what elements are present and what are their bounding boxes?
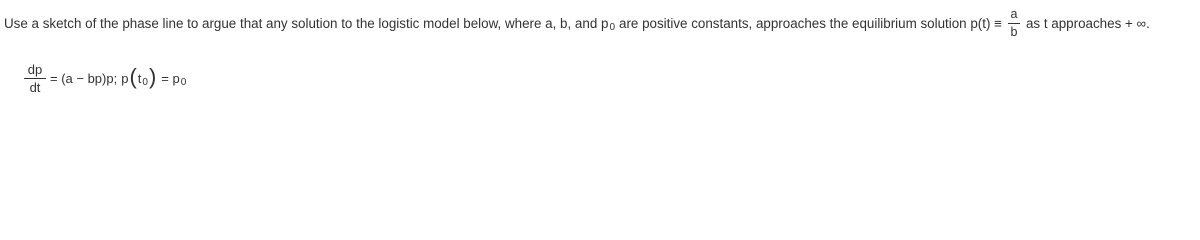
fraction-numerator: a — [1010, 7, 1018, 21]
right-paren: ) — [148, 64, 157, 89]
initial-condition-t: t — [137, 70, 142, 86]
t-subscript: 0 — [142, 76, 148, 88]
fraction-bar — [1008, 23, 1020, 24]
derivative-numerator: dp — [27, 61, 43, 77]
initial-condition-value: = p — [161, 70, 180, 86]
problem-text-middle: are positive constants, approaches the equilibrium solution p(t) ≡ — [619, 15, 1002, 31]
logistic-equation — [24, 58, 186, 98]
p-subscript: 0 — [609, 21, 616, 33]
problem-text-intro: Use a sketch of the phase line to argue that any solution to the logistic model below, where a, b, and p — [4, 15, 609, 31]
derivative-bar — [24, 78, 46, 79]
fraction-denominator: b — [1010, 24, 1018, 39]
problem-statement — [4, 6, 1196, 40]
equilibrium-fraction — [1008, 7, 1020, 39]
derivative-denominator: dt — [29, 79, 41, 95]
equation-rhs: = (a − bp)p; — [50, 70, 118, 86]
p0-subscript: 0 — [180, 76, 187, 88]
left-paren: ( — [129, 64, 137, 89]
initial-condition-p: p — [121, 70, 129, 86]
derivative-fraction — [24, 62, 46, 95]
problem-text-end: as t approaches + ∞. — [1025, 15, 1150, 31]
